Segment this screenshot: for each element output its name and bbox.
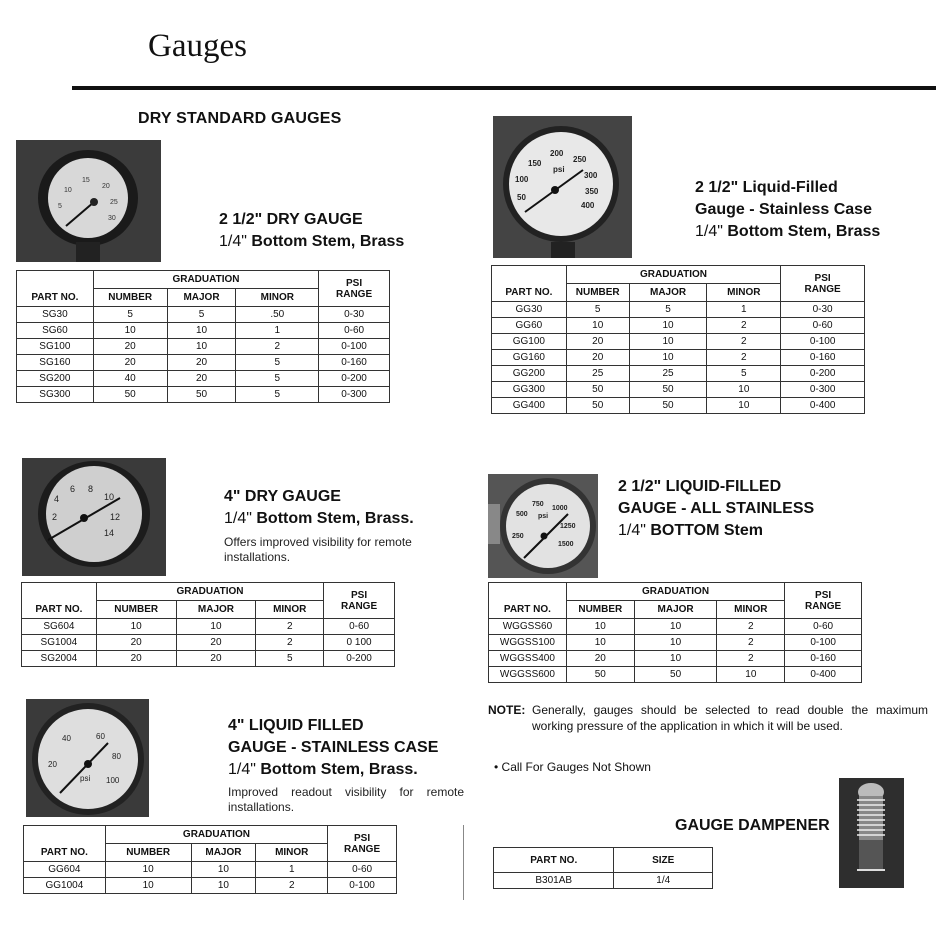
part-number-cell: GG100	[492, 334, 567, 350]
dial-label: 60	[96, 732, 105, 741]
table-cell: 40	[93, 371, 167, 387]
product-description: Offers improved visibility for remote installations.	[224, 535, 412, 564]
header-psi: PSI	[351, 589, 368, 601]
table-cell: 0-60	[319, 323, 390, 339]
table-cell: 2	[707, 318, 781, 334]
spec-table-sg	[16, 270, 390, 403]
table-row	[17, 323, 390, 339]
page-title: Gauges	[148, 28, 247, 64]
dial-label: 1500	[558, 541, 574, 548]
header-range: RANGE	[804, 283, 841, 295]
table-cell: 5	[236, 355, 319, 371]
dial-label: 500	[516, 511, 528, 518]
dial-label: 1000	[552, 505, 568, 512]
header-minor: MINOR	[256, 601, 324, 619]
table-cell: 5	[236, 387, 319, 403]
table-cell: 25	[566, 366, 629, 382]
dial-label: 15	[82, 177, 90, 184]
header-psi: PSI	[346, 277, 363, 289]
header-psi-range	[319, 271, 390, 307]
table-row	[489, 667, 862, 683]
gauge-photo-4-dry	[22, 458, 166, 576]
header-graduation: GRADUATION	[96, 583, 323, 601]
part-number-cell: GG604	[24, 862, 106, 878]
product-heading: 4" LIQUID FILLED	[228, 717, 364, 734]
table-cell: 2	[256, 619, 324, 635]
table-cell: 5	[566, 302, 629, 318]
table-cell: 2	[717, 651, 785, 667]
gauge-photo-4-liquid	[26, 699, 149, 817]
part-number-cell: GG60	[492, 318, 567, 334]
part-number-cell: B301AB	[494, 873, 614, 889]
product-heading: 2 1/2" DRY GAUGE	[219, 211, 363, 228]
table-cell: 20	[167, 355, 236, 371]
table-cell: 0-200	[781, 366, 865, 382]
dial-label: 12	[110, 512, 121, 522]
table-cell: .50	[236, 307, 319, 323]
dial-label: 40	[62, 734, 71, 743]
product-heading: 2 1/2" LIQUID-FILLED	[618, 478, 782, 495]
table-cell: 10	[105, 878, 191, 894]
table-cell: 50	[634, 667, 717, 683]
dampener-title: GAUGE DAMPENER	[675, 817, 830, 834]
table-cell: 1	[256, 862, 328, 878]
dial-label: 350	[585, 187, 599, 196]
table-cell: 10	[167, 339, 236, 355]
table-cell: 0-60	[328, 862, 397, 878]
table-cell: 2	[707, 350, 781, 366]
dial-label: 750	[532, 501, 544, 508]
table-row	[22, 651, 395, 667]
product-title-4-dry	[224, 486, 414, 530]
table-cell: 10	[634, 651, 717, 667]
dial-label: 50	[517, 193, 526, 202]
table-cell: 0-160	[319, 355, 390, 371]
table-cell: 5	[93, 307, 167, 323]
header-range: RANGE	[341, 600, 378, 612]
spec-table-gg4	[23, 825, 397, 894]
part-number-cell: GG1004	[24, 878, 106, 894]
table-cell: 0-60	[324, 619, 395, 635]
table-row	[17, 387, 390, 403]
part-number-cell: SG1004	[22, 635, 97, 651]
gauge-icon	[26, 699, 149, 817]
header-major: MAJOR	[634, 601, 717, 619]
product-heading: 2 1/2" Liquid-Filled	[695, 179, 838, 196]
table-row	[489, 635, 862, 651]
header-number: NUMBER	[566, 284, 629, 302]
spec-table-dampener	[493, 847, 713, 889]
part-number-cell: WGGSS60	[489, 619, 567, 635]
product-title-2-5-all-stainless	[618, 476, 814, 542]
table-row	[24, 878, 397, 894]
note	[488, 702, 928, 734]
header-psi: PSI	[815, 589, 832, 601]
header-psi-range	[785, 583, 862, 619]
table-cell: 10	[566, 619, 634, 635]
header-psi-range	[324, 583, 395, 619]
note-text: Generally, gauges should be selected to read double the maximum working pressure of the application in which it will be used.	[532, 703, 928, 733]
table-cell: 0-100	[319, 339, 390, 355]
header-size: SIZE	[614, 848, 713, 873]
table-cell: 50	[93, 387, 167, 403]
stem-size: 1/4"	[224, 510, 257, 527]
table-cell: 0-30	[319, 307, 390, 323]
spec-table-gg	[491, 265, 865, 414]
header-part-no: PART NO.	[494, 848, 614, 873]
table-cell: 50	[629, 382, 707, 398]
dampener-photo	[839, 778, 904, 888]
product-subheading: GAUGE - STAINLESS CASE	[228, 739, 439, 756]
dial-label: 100	[106, 776, 120, 785]
product-subheading: GAUGE - ALL STAINLESS	[618, 500, 815, 517]
header-part-no: PART NO.	[492, 266, 567, 302]
table-cell: 50	[629, 398, 707, 414]
table-cell: 0-200	[324, 651, 395, 667]
dial-label: 150	[528, 159, 542, 168]
dial-label: 6	[70, 484, 76, 494]
table-cell: 0-100	[781, 334, 865, 350]
dial-label: 10	[64, 187, 72, 194]
header-graduation: GRADUATION	[566, 266, 780, 284]
table-row	[492, 302, 865, 318]
table-row	[492, 350, 865, 366]
gauge-photo-2-5-all-stainless	[488, 474, 598, 578]
dial-unit: psi	[80, 774, 91, 783]
dial-label: 14	[104, 528, 115, 538]
table-cell: 10	[93, 323, 167, 339]
header-psi: PSI	[814, 272, 831, 284]
header-graduation: GRADUATION	[566, 583, 784, 601]
table-cell: 10	[191, 878, 256, 894]
part-number-cell: WGGSS100	[489, 635, 567, 651]
table-cell: 20	[566, 651, 634, 667]
table-cell: 20	[167, 371, 236, 387]
dial-unit: psi	[553, 165, 565, 174]
part-number-cell: GG300	[492, 382, 567, 398]
table-cell: 0-400	[785, 667, 862, 683]
table-cell: 10	[566, 318, 629, 334]
table-row	[492, 334, 865, 350]
table-cell: 0-30	[781, 302, 865, 318]
gauge-icon	[16, 140, 161, 262]
gauge-icon	[488, 474, 598, 578]
header-major: MAJOR	[191, 844, 256, 862]
product-heading: 4" DRY GAUGE	[224, 488, 341, 505]
table-cell: 0-100	[328, 878, 397, 894]
table-cell: 0-160	[785, 651, 862, 667]
table-cell: 0-400	[781, 398, 865, 414]
part-number-cell: GG400	[492, 398, 567, 414]
product-description: Improved readout visibility for remote installations.	[228, 785, 464, 814]
header-rule	[72, 86, 936, 90]
stem-description: Bottom Stem, Brass.	[256, 510, 414, 527]
table-cell: 50	[566, 667, 634, 683]
gauge-photo-2-5-liquid	[493, 116, 632, 258]
table-cell: 0 100	[324, 635, 395, 651]
table-cell: 20	[93, 339, 167, 355]
header-major: MAJOR	[176, 601, 256, 619]
section-title: DRY STANDARD GAUGES	[138, 110, 342, 127]
spec-table-sg4	[21, 582, 395, 667]
part-number-cell: GG200	[492, 366, 567, 382]
stem-size: 1/4"	[618, 522, 651, 539]
table-cell: 10	[566, 635, 634, 651]
header-minor: MINOR	[256, 844, 328, 862]
table-cell: 0-100	[785, 635, 862, 651]
table-cell: 50	[566, 398, 629, 414]
header-number: NUMBER	[96, 601, 176, 619]
table-cell: 0-300	[781, 382, 865, 398]
table-cell: 2	[717, 635, 785, 651]
stem-description: Bottom Stem, Brass.	[260, 761, 418, 778]
dampener-icon	[839, 778, 904, 888]
dial-unit: psi	[538, 513, 549, 520]
part-number-cell: WGGSS600	[489, 667, 567, 683]
call-for-gauges-text: • Call For Gauges Not Shown	[494, 760, 651, 774]
table-row	[22, 619, 395, 635]
stem-description: Bottom Stem, Brass	[251, 233, 405, 250]
table-cell: 0-160	[781, 350, 865, 366]
table-cell: 0-60	[781, 318, 865, 334]
table-cell: 1	[236, 323, 319, 339]
table-cell: 20	[96, 635, 176, 651]
header-range: RANGE	[344, 843, 381, 855]
table-cell: 2	[256, 635, 324, 651]
table-cell: 10	[707, 398, 781, 414]
table-cell: 10	[191, 862, 256, 878]
header-part-no: PART NO.	[22, 583, 97, 619]
table-cell: 2	[236, 339, 319, 355]
dial-label: 300	[584, 171, 598, 180]
header-major: MAJOR	[629, 284, 707, 302]
part-number-cell: GG30	[492, 302, 567, 318]
table-cell: 5	[707, 366, 781, 382]
table-row	[492, 398, 865, 414]
table-cell: 10	[634, 619, 717, 635]
header-major: MAJOR	[167, 289, 236, 307]
column-divider	[463, 825, 464, 900]
table-cell: 10	[96, 619, 176, 635]
stem-description: Bottom Stem, Brass	[727, 223, 881, 240]
header-graduation: GRADUATION	[105, 826, 327, 844]
dial-label: 20	[48, 760, 57, 769]
part-number-cell: SG60	[17, 323, 94, 339]
table-cell: 2	[717, 619, 785, 635]
part-number-cell: SG30	[17, 307, 94, 323]
dial-label: 4	[54, 494, 60, 504]
header-number: NUMBER	[105, 844, 191, 862]
dial-label: 400	[581, 201, 595, 210]
table-cell: 5	[256, 651, 324, 667]
dial-label: 10	[104, 492, 115, 502]
table-row	[17, 371, 390, 387]
product-subheading: Gauge - Stainless Case	[695, 201, 872, 218]
table-row	[17, 355, 390, 371]
table-cell: 20	[93, 355, 167, 371]
table-cell: 1/4	[614, 873, 713, 889]
table-row	[17, 307, 390, 323]
table-cell: 10	[176, 619, 256, 635]
table-cell: 1	[707, 302, 781, 318]
dial-label: 20	[102, 183, 110, 190]
table-cell: 25	[629, 366, 707, 382]
header-minor: MINOR	[717, 601, 785, 619]
table-cell: 20	[176, 635, 256, 651]
dial-label: 30	[108, 215, 116, 222]
table-row	[492, 382, 865, 398]
dial-label: 80	[112, 752, 121, 761]
header-range: RANGE	[336, 288, 373, 300]
part-number-cell: SG100	[17, 339, 94, 355]
table-cell: 2	[707, 334, 781, 350]
table-cell: 10	[634, 635, 717, 651]
product-title-2-5-dry	[219, 209, 404, 253]
table-row	[492, 366, 865, 382]
dial-label: 250	[573, 155, 587, 164]
table-cell: 20	[176, 651, 256, 667]
table-cell: 0-60	[785, 619, 862, 635]
header-psi: PSI	[354, 832, 371, 844]
note-label: NOTE:	[488, 703, 526, 717]
table-row	[494, 873, 713, 889]
header-minor: MINOR	[707, 284, 781, 302]
dial-label: 200	[550, 149, 564, 158]
table-cell: 10	[167, 323, 236, 339]
gauge-icon	[22, 458, 166, 576]
stem-size: 1/4"	[219, 233, 252, 250]
stem-size: 1/4"	[228, 761, 261, 778]
table-cell: 10	[707, 382, 781, 398]
table-cell: 10	[629, 350, 707, 366]
stem-description: BOTTOM Stem	[650, 522, 763, 539]
table-cell: 2	[256, 878, 328, 894]
table-cell: 20	[96, 651, 176, 667]
dial-label: 1250	[560, 523, 576, 530]
product-title-2-5-liquid	[695, 177, 880, 243]
dial-label: 25	[110, 199, 118, 206]
table-cell: 10	[629, 334, 707, 350]
header-graduation: GRADUATION	[93, 271, 318, 289]
table-cell: 10	[629, 318, 707, 334]
gauge-icon	[493, 116, 632, 258]
part-number-cell: SG300	[17, 387, 94, 403]
header-part-no: PART NO.	[489, 583, 567, 619]
dial-label: 5	[58, 203, 62, 210]
dial-label: 100	[515, 175, 529, 184]
header-number: NUMBER	[566, 601, 634, 619]
table-cell: 50	[566, 382, 629, 398]
table-cell: 10	[105, 862, 191, 878]
dial-label: 2	[52, 512, 58, 522]
dial-label: 250	[512, 533, 524, 540]
table-row	[22, 635, 395, 651]
part-number-cell: GG160	[492, 350, 567, 366]
product-title-4-liquid	[228, 715, 438, 781]
table-cell: 50	[167, 387, 236, 403]
part-number-cell: SG604	[22, 619, 97, 635]
table-row	[489, 619, 862, 635]
part-number-cell: SG2004	[22, 651, 97, 667]
table-row	[17, 339, 390, 355]
table-cell: 0-300	[319, 387, 390, 403]
header-psi-range	[328, 826, 397, 862]
header-minor: MINOR	[236, 289, 319, 307]
header-psi-range	[781, 266, 865, 302]
table-cell: 20	[566, 334, 629, 350]
table-row	[24, 862, 397, 878]
table-row	[492, 318, 865, 334]
table-cell: 10	[717, 667, 785, 683]
table-row	[489, 651, 862, 667]
dial-label: 8	[88, 484, 94, 494]
table-cell: 5	[236, 371, 319, 387]
spec-table-wggss	[488, 582, 862, 683]
part-number-cell: WGGSS400	[489, 651, 567, 667]
gauge-photo-2-5-dry	[16, 140, 161, 262]
table-cell: 5	[629, 302, 707, 318]
table-cell: 5	[167, 307, 236, 323]
header-part-no: PART NO.	[17, 271, 94, 307]
stem-size: 1/4"	[695, 223, 728, 240]
table-cell: 0-200	[319, 371, 390, 387]
part-number-cell: SG160	[17, 355, 94, 371]
header-range: RANGE	[805, 600, 842, 612]
table-cell: 20	[566, 350, 629, 366]
header-part-no: PART NO.	[24, 826, 106, 862]
header-number: NUMBER	[93, 289, 167, 307]
part-number-cell: SG200	[17, 371, 94, 387]
